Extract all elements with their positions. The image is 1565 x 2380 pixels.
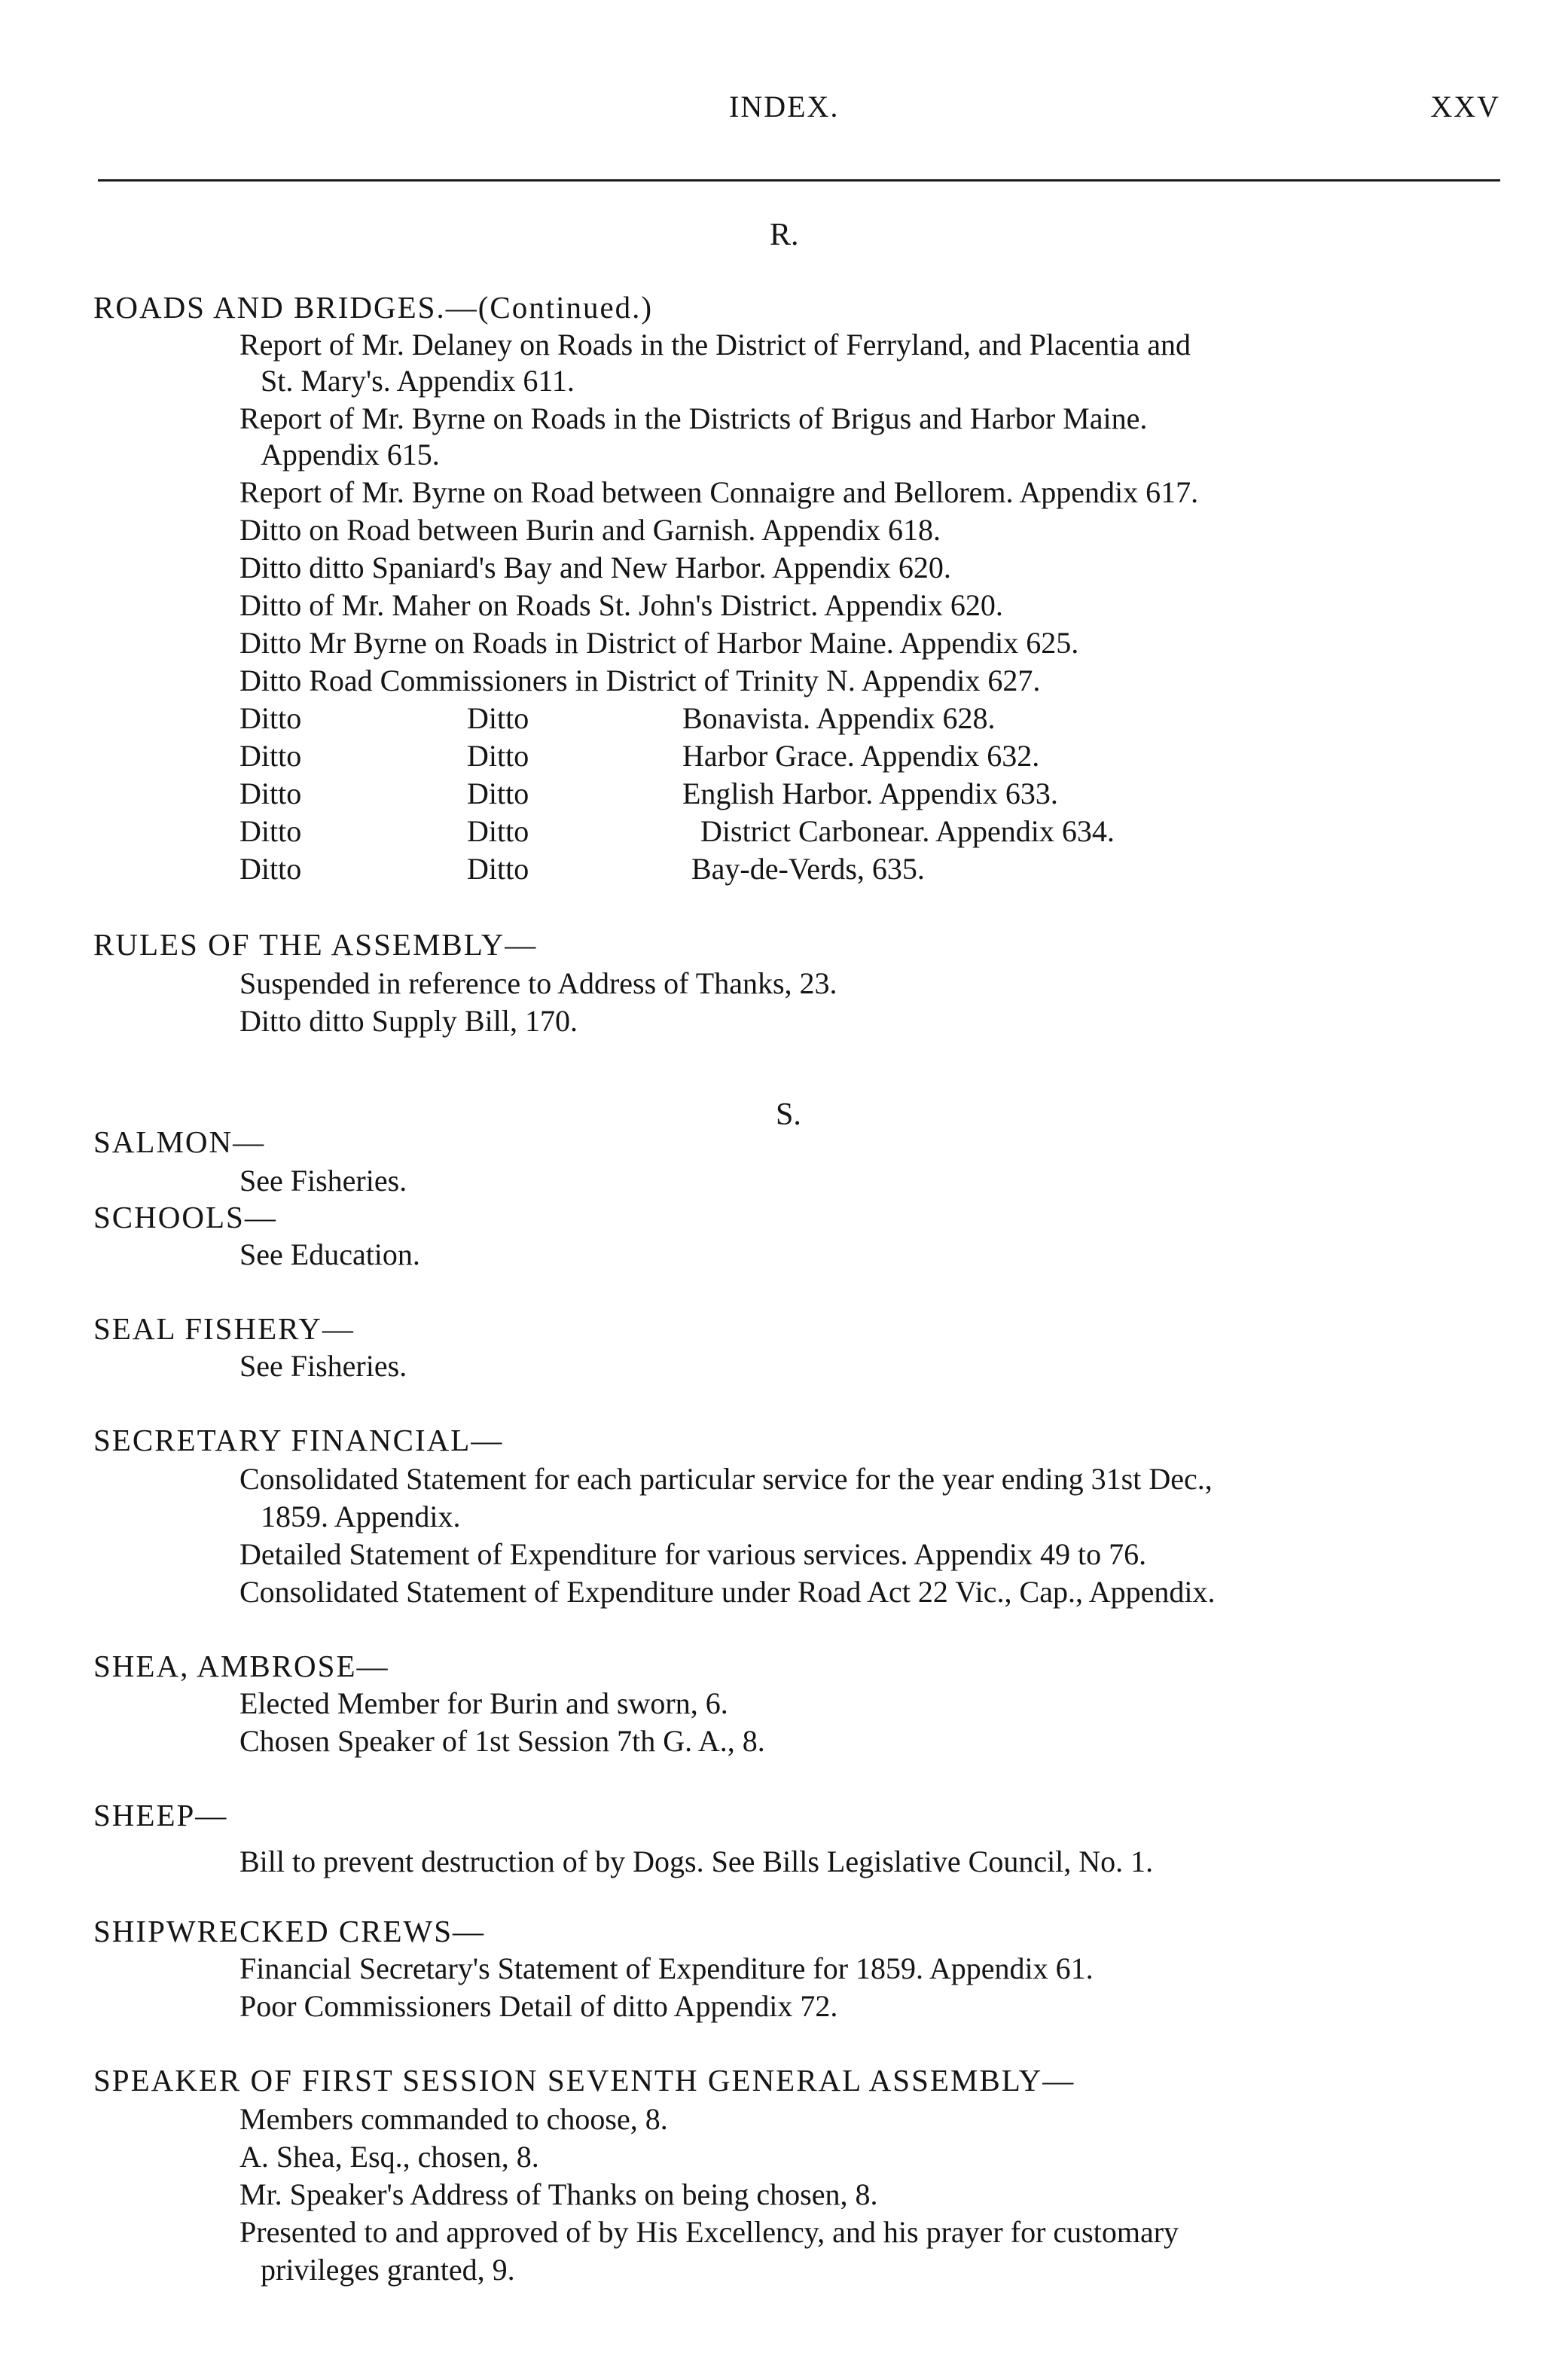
table-row-col2: Ditto <box>467 814 529 848</box>
entry-line: A. Shea, Esq., chosen, 8. <box>239 2140 539 2174</box>
entry-heading: SECRETARY FINANCIAL— <box>93 1423 504 1457</box>
entry-heading: SPEAKER OF FIRST SESSION SEVENTH GENERAL ASSEMBLY— <box>93 2063 1075 2098</box>
entry-line: Report of Mr. Byrne on Roads in the Districts of Brigus and Harbor Maine. <box>239 401 1148 435</box>
entry-line: See Education. <box>239 1237 420 1271</box>
entry-heading: ROADS AND BRIDGES.—(Continued.) <box>93 290 654 325</box>
entry-line: See Fisheries. <box>239 1164 407 1198</box>
entry-heading: SALMON— <box>93 1124 266 1159</box>
entry-line: Consolidated Statement for each particular service for the year ending 31st Dec., <box>239 1462 1213 1496</box>
running-head-title: INDEX. <box>729 90 840 124</box>
entry-line: Poor Commissioners Detail of ditto Appendix 72. <box>239 1989 838 2023</box>
table-row-col3: English Harbor. Appendix 633. <box>682 777 1058 810</box>
entry-line: Ditto Mr Byrne on Roads in District of Harbor Maine. Appendix 625. <box>239 626 1079 660</box>
entry-line: Suspended in reference to Address of Thanks, 23. <box>239 966 837 1000</box>
section-letter-s: S. <box>776 1097 801 1132</box>
table-row-col2: Ditto <box>467 701 529 735</box>
table-row-col2: Ditto <box>467 739 529 773</box>
table-row-col3: Bonavista. Appendix 628. <box>682 701 996 735</box>
table-row-col1: Ditto <box>239 701 302 735</box>
entry-line: Ditto ditto Spaniard's Bay and New Harbor. Appendix 620. <box>239 551 951 584</box>
entry-line: Financial Secretary's Statement of Expenditure for 1859. Appendix 61. <box>239 1951 1094 1985</box>
entry-heading: SCHOOLS— <box>93 1200 277 1234</box>
table-row-col1: Ditto <box>239 777 302 810</box>
table-row-col1: Ditto <box>239 814 302 848</box>
entry-line: Elected Member for Burin and sworn, 6. <box>239 1686 728 1720</box>
section-letter-r: R. <box>770 218 799 252</box>
entry-line: Chosen Speaker of 1st Session 7th G. A., 8. <box>239 1724 765 1758</box>
entry-line: Report of Mr. Byrne on Road between Connaigre and Bellorem. Appendix 617. <box>239 475 1199 509</box>
entry-line: Members commanded to choose, 8. <box>239 2102 668 2136</box>
running-head-page-number: XXV <box>1430 90 1500 124</box>
entry-line: Bill to prevent destruction of by Dogs. See Bills Legislative Council, No. 1. <box>239 1844 1154 1878</box>
entry-line: Ditto of Mr. Maher on Roads St. John's District. Appendix 620. <box>239 588 1003 622</box>
entry-heading: SHEA, AMBROSE— <box>93 1649 389 1683</box>
entry-line: Ditto ditto Supply Bill, 170. <box>239 1004 578 1038</box>
table-row-col2: Ditto <box>467 777 529 810</box>
entry-line: St. Mary's. Appendix 611. <box>261 364 575 398</box>
entry-line: See Fisheries. <box>239 1349 407 1383</box>
entry-line: Report of Mr. Delaney on Roads in the District of Ferryland, and Placentia and <box>239 328 1191 362</box>
table-row-col3: District Carbonear. Appendix 634. <box>700 814 1115 848</box>
entry-line: Ditto on Road between Burin and Garnish. Appendix 618. <box>239 513 941 547</box>
entry-heading: SHEEP— <box>93 1798 228 1832</box>
entry-heading: RULES OF THE ASSEMBLY— <box>93 927 538 962</box>
entry-line: privileges granted, 9. <box>261 2253 515 2287</box>
entry-line: Detailed Statement of Expenditure for various services. Appendix 49 to 76. <box>239 1537 1147 1571</box>
entry-line: Appendix 615. <box>261 438 440 471</box>
entry-heading: SHIPWRECKED CREWS— <box>93 1914 486 1948</box>
entry-line: Presented to and approved of by His Excellency, and his prayer for customary <box>239 2215 1179 2249</box>
entry-line: Ditto Road Commissioners in District of Trinity N. Appendix 627. <box>239 664 1041 697</box>
table-row-col3: Bay-de-Verds, 635. <box>691 852 925 886</box>
table-row-col1: Ditto <box>239 739 302 773</box>
table-row-col3: Harbor Grace. Appendix 632. <box>682 739 1040 773</box>
entry-line: Consolidated Statement of Expenditure under Road Act 22 Vic., Cap., Appendix. <box>239 1575 1216 1609</box>
table-row-col1: Ditto <box>239 852 302 886</box>
entry-heading: SEAL FISHERY— <box>93 1311 355 1346</box>
entry-line: 1859. Appendix. <box>261 1500 461 1533</box>
header-rule <box>98 179 1500 182</box>
table-row-col2: Ditto <box>467 852 529 886</box>
entry-line: Mr. Speaker's Address of Thanks on being chosen, 8. <box>239 2177 878 2211</box>
